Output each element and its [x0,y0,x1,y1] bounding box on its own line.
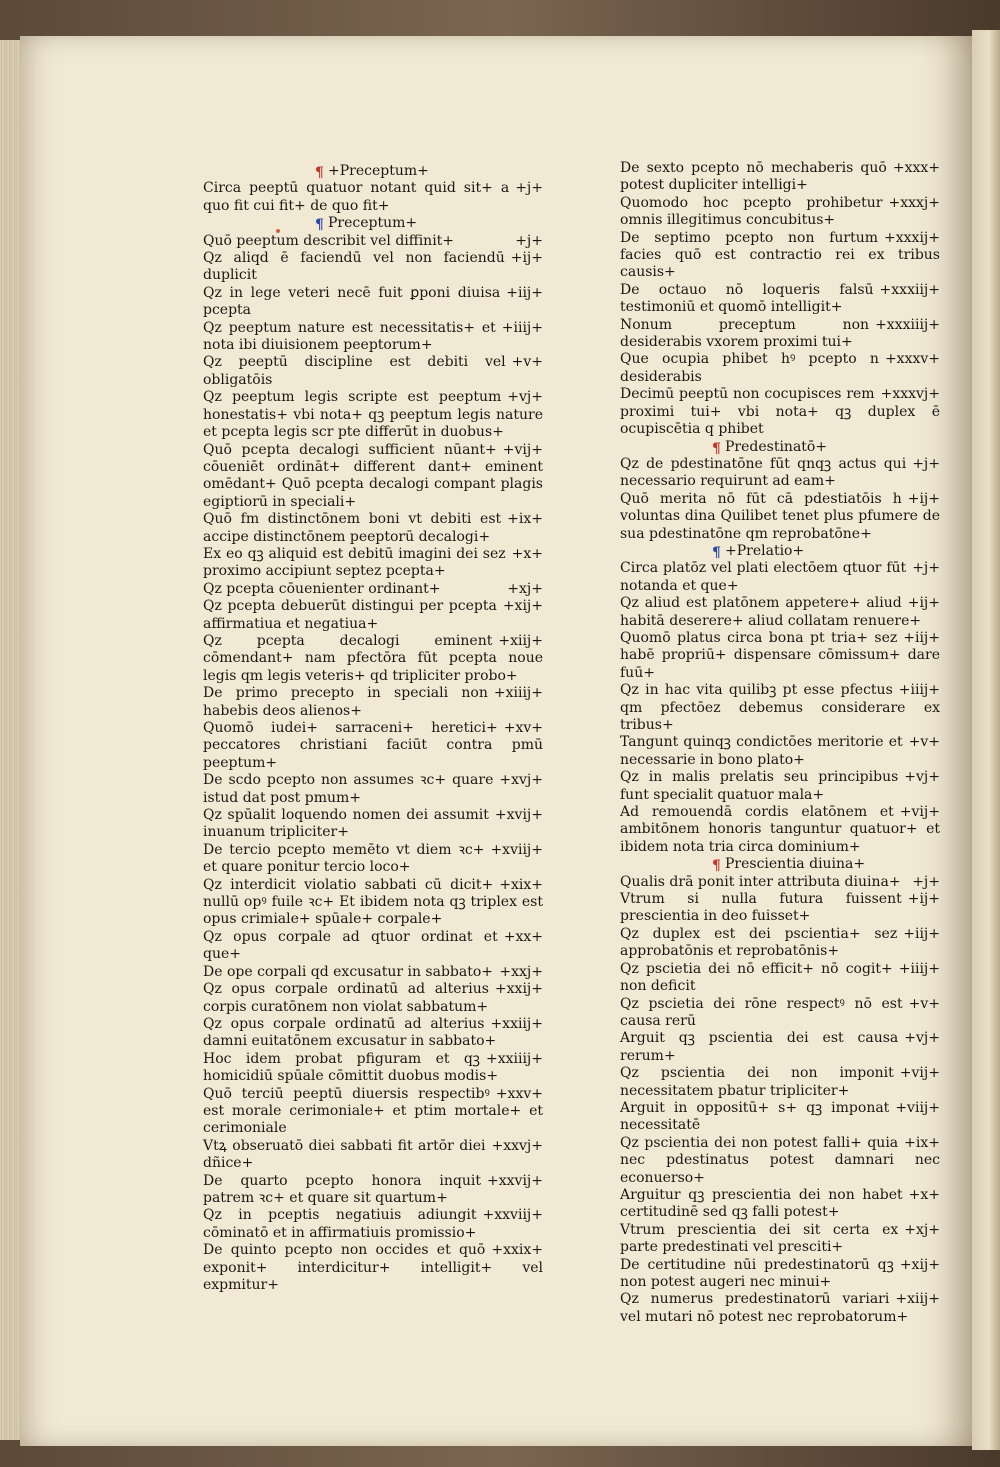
index-entry [203,981,543,1016]
entry-text: Qz de pdestinatōne fūt qnqꝫ actus qui necessario requirunt ad eam+ [620,455,907,490]
chapter-number: +xxij+ [494,981,543,998]
chapter-number: +xvij+ [494,807,543,824]
entry-text: Qz in pceptis negatiuis adiungit cōminatō et in affirmatiuis promissio+ [203,1207,477,1241]
entry-text: De ope corpali qd excusatur in sabbato+ [203,963,494,980]
entry-text: Quō fm distinctōnem boni vt debiti est accipe distinctōnem peeptorū decalogi+ [203,511,502,545]
index-entry [203,1242,543,1294]
index-entry [620,1030,940,1065]
chapter-number: +xxix+ [491,1242,543,1259]
heading-text: Preceptum+ [328,215,418,232]
entry-text: De quarto pcepto honora inquit patrem ꝛc+ et quare sit quartum+ [203,1172,482,1206]
entry-text: De certitudine nūi predestinatorū qꝫ non potest augeri nec minui+ [620,1256,894,1290]
index-entry [203,929,543,964]
index-entry [620,769,940,804]
chapter-number: +ix+ [904,1134,940,1151]
entry-text: Qz opus corpale ad qtuor ordinat et que+ [203,928,498,963]
chapter-number: +xij+ [502,598,543,615]
heading-text: Predestinatō+ [725,438,828,455]
chapter-number: +vj+ [507,389,543,406]
entry-text: Vtrum si nulla futura fuissent prescientia in deo fuisset+ [620,891,902,925]
chapter-number: +xxj+ [499,963,543,980]
index-entry [620,1291,940,1326]
entry-text: Qz aliqd ē faciendū vel non faciendū duplicit [203,250,505,284]
chapter-number: +vj+ [904,1030,940,1047]
entry-text: Quomō iudei+ sarraceni+ heretici+ peccatores christiani faciūt contra pmū peeptum+ [203,720,543,771]
entry-text: Quomodo hoc pcepto prohibetur omnis illegitimus concubitus+ [620,194,883,229]
entry-text: Arguit qꝫ pscientia dei est causa rerum+ [620,1030,899,1064]
index-entry [620,891,940,926]
entry-text: Qz pcepta cōuenienter ordinant+ [203,580,441,597]
chapter-number: +xxxj+ [888,194,940,211]
index-entry [203,180,543,215]
entry-text: Qz numerus predestinatorū variari vel mutari nō potest nec reprobatorum+ [620,1291,909,1325]
entry-text: Circa peeptū quatuor notant quid sit+ a quo fit cui fit+ de quo fit+ [203,180,510,214]
paragraph-mark-icon: ¶ [315,165,324,181]
chapter-number: +xiij+ [895,1291,940,1308]
entry-text: Qz in malis prelatis seu principibus funt specialit quatuor mala+ [620,769,899,803]
index-entry [203,772,543,807]
next-leaf-edge [972,30,1000,1450]
chapter-number: +xxxv+ [884,351,940,368]
index-entry [203,720,543,772]
index-entry [620,682,940,734]
entry-text: De octauo nō loqueris falsū testimoniū et quomō intelligit+ [620,281,874,316]
index-entry [203,1173,543,1208]
index-entry [620,456,940,491]
chapter-number: +xxxvj+ [880,386,940,403]
entry-text: Qz duplex est dei pscientia+ sez approbatōnis et reprobatōnis+ [620,925,898,960]
entry-text: Vtꝝ obseruatō diei sabbati fit artōr diei dñice+ [203,1137,486,1172]
index-entry [620,1135,940,1187]
chapter-number: +xix+ [499,876,543,893]
chapter-number: +j+ [912,560,940,577]
entry-text: Qz pcepta decalogi eminent cōmendant+ nam pfectōra fūt pcepta noue legis qm legis veteris+ qd tripliciter probo+ [203,632,543,684]
chapter-number: +v+ [511,354,543,371]
entry-text: Qz spūalit loquendo nomen dei assumit inuanum tripliciter+ [203,807,489,841]
index-entry [203,633,543,685]
chapter-number: +xiij+ [498,632,543,649]
chapter-number: +iij+ [903,925,940,942]
chapter-number: +xv+ [503,720,543,736]
entry-text: Quō peeptum describit vel diffinit+ [203,232,455,249]
entry-text: Arguit in oppositū+ s+ qꝫ imponat necessitatē [620,1099,890,1134]
index-entry [620,195,940,230]
index-entry [203,389,543,441]
index-entry [203,598,543,633]
chapter-number: +iij+ [506,284,543,301]
index-entry [620,804,940,856]
entry-text: Decimū peeptū non cocupisces rem proximi tui+ vbi nota+ qꝫ duplex ē ocupiscētia q phibet [620,386,940,438]
entry-text: Quō terciū peeptū diuersis respectibꝰ est morale cerimoniale+ et ptim mortale+ et cerimoniale [203,1085,543,1137]
index-entry [203,964,543,981]
entry-text: Quō merita nō fūt cā pdestiatōis h voluntas dina Quilibet tenet plus pfumere de sua pdestinatōne qm reprobatōne+ [620,490,940,542]
chapter-number: +vij+ [899,1065,940,1082]
chapter-number: +j+ [912,455,940,472]
index-entry [203,1016,543,1051]
index-entry [203,233,543,250]
entry-text: Qz peeptum nature est necessitatis+ et nota ibi diuisionem peeptorum+ [203,319,496,354]
chapter-number: +x+ [908,1186,940,1203]
entry-text: Qz in hac vita quilibꝫ pt esse pfectus qm pfectōez debemus considerare ex tribus+ [620,682,940,733]
entry-text: De septimo pcepto non furtum facies quō est contractio rei ex tribus causis+ [620,229,940,281]
index-entry [620,1257,940,1292]
index-entry [620,1222,940,1257]
index-entry [203,807,543,842]
entry-text: Tangunt quinqꝫ condictōes meritorie et necessarie in bono plato+ [620,734,903,768]
chapter-number: +iiij+ [898,960,940,977]
section-heading [203,163,543,180]
entry-text: Que ocupia phibet hꝰ pcepto n desiderabis [620,351,879,385]
chapter-number: +xxxij+ [884,229,940,246]
chapter-number: +ij+ [510,250,543,267]
chapter-number: +xiiij+ [493,685,543,702]
index-entry [620,734,940,769]
index-entry [620,926,940,961]
index-entry [620,1100,940,1135]
right-column [620,160,940,1326]
chapter-number: +j+ [515,232,543,249]
paragraph-mark-icon: ¶ [712,858,721,875]
chapter-number: +ix+ [507,511,543,528]
entry-text: De quinto pcepto non occides et quō exponit+ interdicitur+ intelligit+ vel expmitur+ [203,1242,543,1293]
entry-text: Qz interdicit violatio sabbati cū dicit+ nullū opꝰ fuile ꝛc+ Et ibidem nota qꝫ triplex est opus crimiale+ spūale+ corpale+ [203,876,543,928]
chapter-number: +xij+ [899,1256,940,1273]
section-heading [620,439,940,456]
entry-text: Circa platōz vel plati electōem qtuor fūt notanda et que+ [620,560,907,594]
section-heading [203,215,543,232]
chapter-number: +xxx+ [892,160,940,176]
chapter-number: +ij+ [907,595,940,612]
index-entry [620,386,940,438]
chapter-number: +vij+ [899,804,940,821]
chapter-number: +ij+ [907,490,940,507]
chapter-number: +xxxiiij+ [875,316,940,333]
chapter-number: +vj+ [904,769,940,786]
chapter-number: +j+ [515,180,543,197]
chapter-number: +xxxiij+ [879,281,940,298]
paragraph-mark-icon: ¶ [712,544,721,561]
index-entry [203,354,543,389]
entry-text: De sexto pcepto nō mechaberis quō potest dupliciter intelligi+ [620,160,887,194]
index-entry [620,282,940,317]
paragraph-mark-icon: ¶ [315,217,324,234]
entry-text: Qz aliud est platōnem appetere+ aliud habitā deserere+ aliud collatam renuere+ [620,595,922,629]
index-entry [203,842,543,877]
section-heading [620,856,940,873]
section-heading [620,543,940,560]
index-entry [203,1051,543,1086]
entry-text: Qz pscientia dei non potest falli+ quia nec pdestinatus potest damnari nec econuerso+ [620,1134,940,1186]
entry-text: Qz opus corpale ordinatū ad alterius corpis curatōnem non violat sabbatum+ [203,981,489,1015]
entry-text: Nonum preceptum non desiderabis vxorem proximi tui+ [620,316,870,351]
index-entry [620,1065,940,1100]
index-entry [203,250,543,285]
index-entry [203,546,543,581]
chapter-number: +xx+ [503,928,543,945]
entry-text: Qualis drā ponit inter attributa diuina+ [620,873,901,890]
index-entry [203,1138,543,1173]
chapter-number: +xj+ [904,1221,940,1238]
chapter-number: +j+ [912,873,940,890]
chapter-number: +vij+ [502,441,543,458]
entry-text: Qz peeptum legis scripte est peeptum honestatis+ vbi nota+ qꝫ peeptum legis nature et pcepta legis scr pte differūt in duobus+ [203,389,543,441]
chapter-number: +iij+ [903,629,940,646]
entry-text: Arguitur qꝫ prescientia dei non habet certitudinē sed qꝫ falli potest+ [620,1186,903,1221]
left-column [203,163,543,1294]
entry-text: Qz pcepta debuerūt distingui per pcepta affirmatiua et negatiua+ [203,598,497,632]
entry-text: Qz pscientia dei non imponit necessitatem pbatur tripliciter+ [620,1065,894,1099]
chapter-number: +xxiiij+ [485,1050,543,1067]
chapter-number: +xxviij+ [482,1207,543,1224]
chapter-number: +xvj+ [499,772,543,789]
chapter-number: +viij+ [895,1099,940,1116]
index-entry [620,595,940,630]
entry-text: De tercio pcepto memēto vt diem ꝛc+ et quare ponitur tercio loco+ [203,841,485,876]
index-entry [203,442,543,512]
chapter-number: +xxiij+ [490,1015,543,1032]
heading-text: +Preceptum+ [328,163,429,179]
entry-text: Qz pscietia dei nō efficit+ nō cogit+ non deficit [620,960,893,995]
index-entry [620,1187,940,1222]
chapter-number: +xviij+ [490,841,543,858]
entry-text: Ex eo qꝫ aliquid est debitū imagini dei sez proximo accipiunt septez pcepta+ [203,545,506,580]
index-entry [203,285,543,320]
index-entry [620,160,940,195]
paragraph-mark-icon: ¶ [712,440,721,457]
chapter-number: +x+ [511,545,543,562]
index-entry [620,317,940,352]
chapter-number: +v+ [908,734,940,751]
entry-text: Hoc idem probat pfiguram et qꝫ homicidiū spūale cōmittit duobus modis+ [203,1050,499,1085]
index-entry [203,1207,543,1242]
chapter-number: +xxvj+ [491,1137,543,1154]
entry-text: De scdo pcepto non assumes ꝛc+ quare istud dat post pmum+ [203,772,494,806]
entry-text: Vtrum prescientia dei sit certa ex parte predestinati vel presciti+ [620,1221,899,1256]
entry-text: Qz opus corpale ordinatū ad alterius damni euitatōnem excusatur in sabbato+ [203,1015,497,1050]
index-entry [203,511,543,546]
index-entry [620,351,940,386]
index-entry [203,581,543,598]
chapter-number: +iiij+ [898,682,940,699]
chapter-number: +iiij+ [501,319,543,336]
index-entry [620,491,940,543]
entry-text: Quomō platus circa bona pt tria+ sez habē propriū+ dispensare cōmissum+ dare fuū+ [620,629,940,681]
entry-text: De primo precepto in speciali non habebis deos alienos+ [203,685,488,719]
chapter-number: +xxvij+ [487,1172,543,1189]
index-entry [203,877,543,929]
index-entry [620,874,940,891]
chapter-number: +xj+ [507,580,543,597]
heading-text: +Prelatio+ [725,542,805,559]
index-entry [203,1086,543,1138]
index-entry [620,230,940,282]
entry-text: Qz pscietia dei rōne respectꝰ nō est causa rerū [620,995,903,1029]
index-entry [203,320,543,355]
entry-text: Quō pcepta decalogi sufficient nūant+ cōueniēt ordināt+ different dant+ eminent omēdant+ Quō pcepta decalogi compant plagis egiptiorū in speciali+ [203,441,543,510]
chapter-number: +xxv+ [495,1085,543,1102]
chapter-number: +v+ [908,995,940,1012]
entry-text: Qz in lege veteri necē fuit ꝑponi diuisa pcepta [203,284,501,319]
heading-text: Prescientia diuina+ [725,856,866,873]
entry-text: Ad remouendā cordis elatōnem et ambitōnem honoris tanguntur quatuor+ et ibidem nota tria circa dominium+ [620,804,940,855]
index-entry [620,630,940,682]
chapter-number: +ij+ [907,891,940,908]
entry-text: Qz peeptū discipline est debiti vel obligatōis [203,354,506,388]
index-entry [620,961,940,996]
index-entry [203,685,543,720]
index-entry [620,996,940,1031]
index-entry [620,560,940,595]
